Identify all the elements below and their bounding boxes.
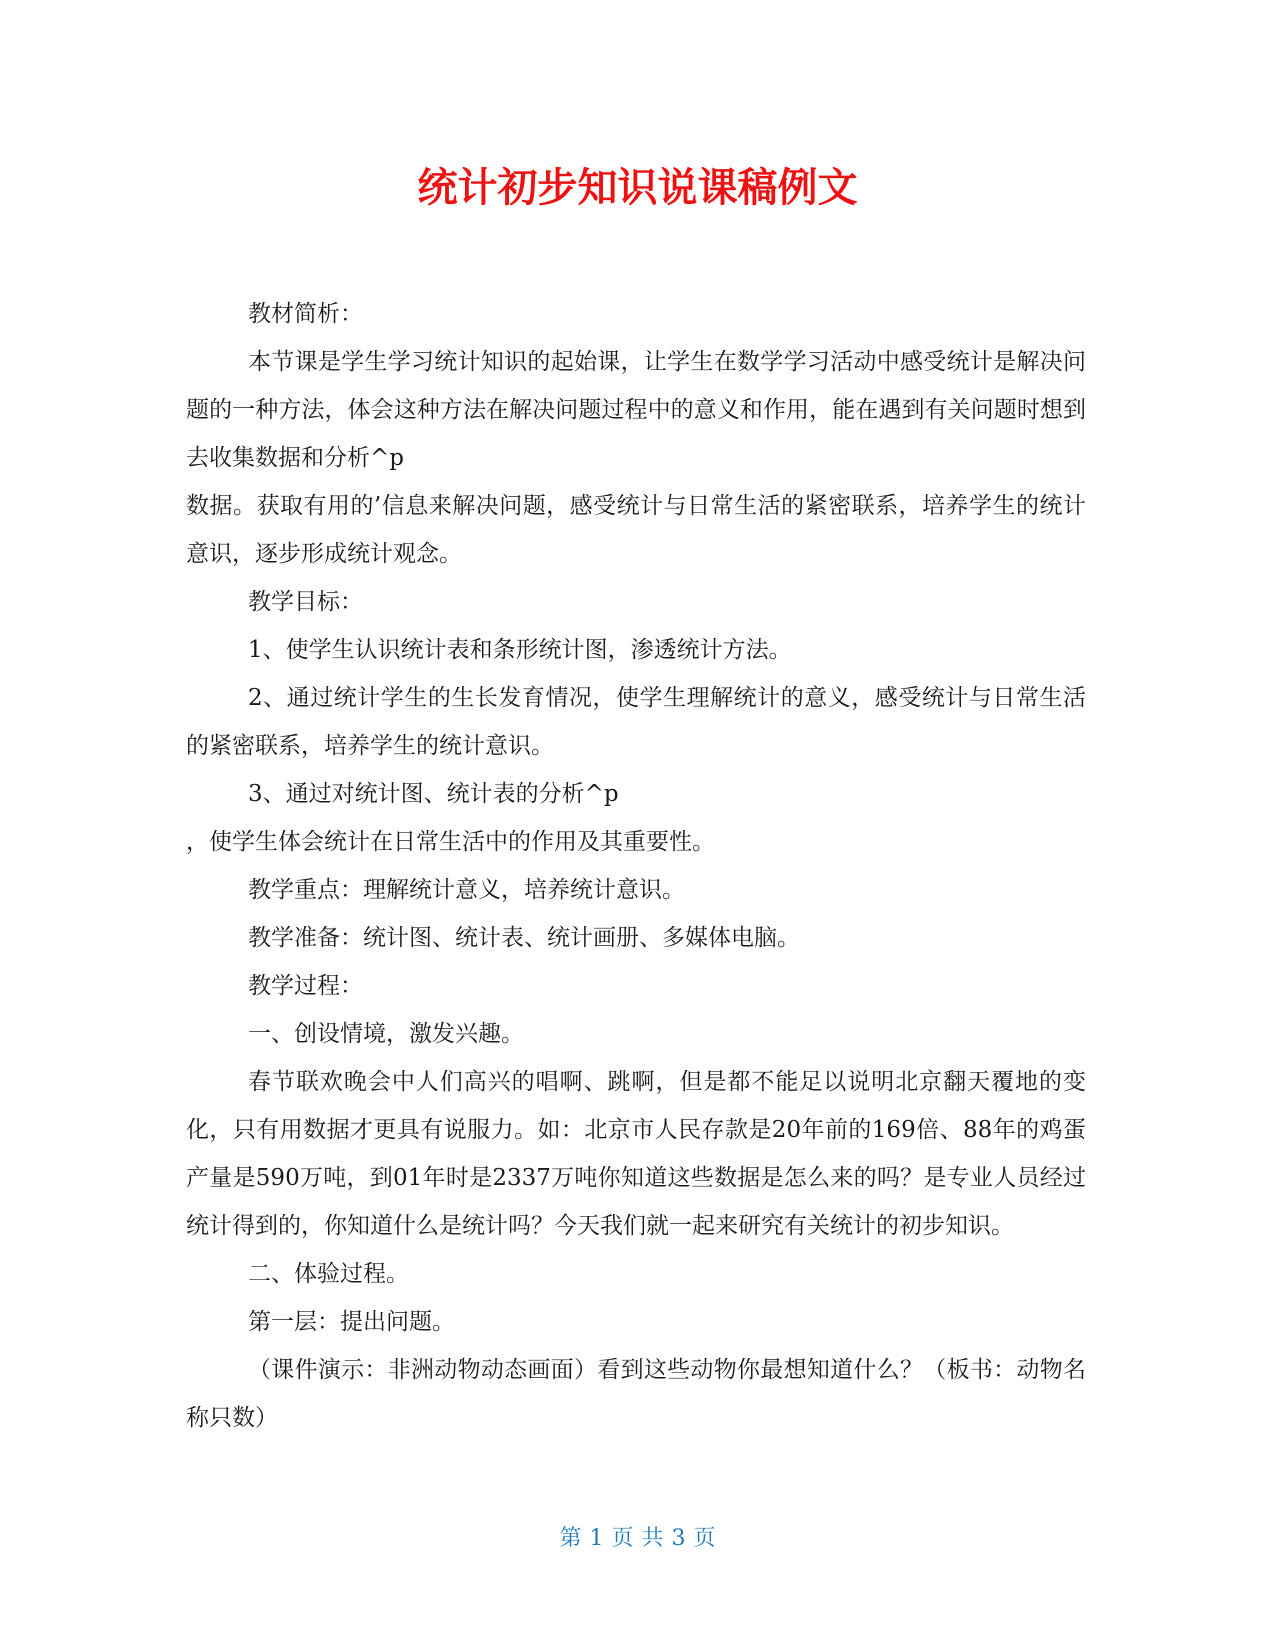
paragraph: 1、使学生认识统计表和条形统计图，渗透统计方法。 [248,637,792,663]
paragraph: 一、创设情境，激发兴趣。 [248,1021,524,1047]
footer-total-pages: 3 [671,1526,686,1551]
paragraph: 教材简析： [248,301,363,327]
paragraph: 春节联欢晚会中人们高兴的唱啊、跳啊，但是都不能足以说明北京翻天覆地的变化，只有用数据才更具有说服力。如：北京市人民存款是20年前的169倍、88年的鸡蛋产量是590万吨，到01年时是2337万吨你知道这些数据是怎么来的吗？是专业人员经过统计得到的，你知道什么是统计吗？今天我们就一起来研究有关统计的初步知识。 [186,1069,1086,1239]
paragraph: 教学目标： [248,589,363,615]
paragraph: 2、通过统计学生的生长发育情况，使学生理解统计的意义，感受统计与日常生活的紧密联系，培养学生的统计意识。 [186,685,1086,759]
footer-current-page: 1 [589,1526,604,1551]
paragraph: 数据。获取有用的’信息来解决问题，感受统计与日常生活的紧密联系，培养学生的统计意识，逐步形成统计观念。 [186,493,1086,567]
paragraph: 教学过程： [248,973,363,999]
footer-page-word: 第 [559,1526,582,1551]
document-body [186,290,1086,1442]
paragraph: 第一层：提出问题。 [248,1309,455,1335]
paragraph: 3、通过对统计图、统计表的分析^p [248,781,619,807]
paragraph: 本节课是学生学习统计知识的起始课，让学生在数学学习活动中感受统计是解决问题的一种方法，体会这种方法在解决问题过程中的意义和作用，能在遇到有关问题时想到去收集数据和分析^p [186,349,1086,471]
paragraph: ，使学生体会统计在日常生活中的作用及其重要性。 [186,829,715,855]
paragraph: 教学准备：统计图、统计表、统计画册、多媒体电脑。 [248,925,800,951]
document-title: 统计初步知识说课稿例文 [417,165,858,211]
paragraph: 教学重点：理解统计意义，培养统计意识。 [248,877,685,903]
page-number-footer [0,1524,1275,1554]
footer-total-word: 共 [641,1526,664,1551]
footer-page-unit: 页 [611,1526,634,1551]
footer-total-unit: 页 [693,1526,716,1551]
paragraph: （课件演示：非洲动物动态画面）看到这些动物你最想知道什么？（板书：动物名称只数） [186,1357,1086,1431]
paragraph: 二、体验过程。 [248,1261,409,1287]
